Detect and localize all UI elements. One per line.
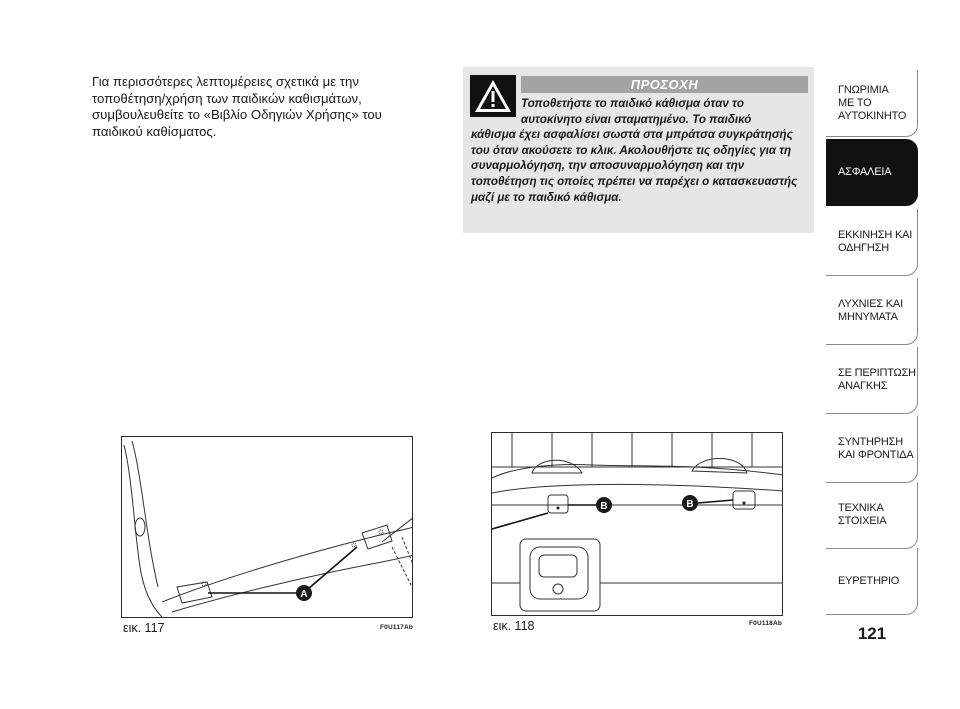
- figure-118-illustration: [491, 432, 783, 616]
- warning-title: ΠΡΟΣΟΧΗ: [521, 76, 808, 93]
- callout-label-a: A: [300, 589, 308, 600]
- warning-line-2: αυτοκίνητο είναι σταματημένο. Το παιδικό: [521, 112, 752, 126]
- tab-index[interactable]: [826, 548, 918, 615]
- warning-text: [471, 96, 806, 205]
- warning-rest: κάθισμα έχει ασφαλίσει σωστά στα μπράτσα συγκράτησής του όταν ακούσετε το κλικ. Ακολουθήστε τις οδηγίες για τη συναρμολόγηση, την αποσυναρμολόγηση και την τοποθέτηση τις οποίες πρέπει να παρέχει ο κατασκευαστής μαζί με το παιδικό κάθισμα.: [471, 128, 798, 204]
- tab-label: ΑΣΦΑΛΕΙΑ: [838, 166, 892, 178]
- figure-117-illustration: [121, 436, 413, 618]
- tab-technical-data[interactable]: [826, 482, 918, 549]
- tab-label: ΤΕΧΝΙΚΑ ΣΤΟΙΧΕΙΑ: [838, 502, 887, 527]
- seat-anchor-points-drawing: [492, 433, 783, 616]
- figure-117-code: F0U117Ab: [380, 624, 414, 631]
- intro-paragraph: Για περισσότερες λεπτομέρειες σχετικά με την τοποθέτηση/χρήση των παιδικών καθισμάτων, συμβουλευθείτε το «Βιβλίο Οδηγιών Χρήσης» του παιδικού καθίσματος.: [92, 74, 382, 139]
- warning-line-1: Τοποθετήστε το παιδικό κάθισμα όταν το: [521, 97, 744, 110]
- tab-emergency[interactable]: [826, 347, 918, 414]
- figure-118-code: F0U118Ab: [749, 620, 783, 627]
- tab-getting-to-know[interactable]: [826, 70, 918, 137]
- tab-label: ΕΚΚΙΝΗΣΗ ΚΑΙ ΟΔΗΓΗΣΗ: [838, 229, 913, 254]
- tab-starting-driving[interactable]: [826, 209, 918, 276]
- tab-safety[interactable]: [826, 139, 918, 206]
- tab-label: ΣΥΝΤΗΡΗΣΗ ΚΑΙ ΦΡΟΝΤΙΔΑ: [838, 436, 914, 461]
- page-number: 121: [857, 624, 887, 643]
- tab-label: ΛΥΧΝΙΕΣ ΚΑΙ ΜΗΝΥΜΑΤΑ: [838, 298, 903, 323]
- tab-maintenance[interactable]: [826, 416, 918, 483]
- callout-label-b-left: B: [600, 501, 608, 512]
- tab-label: ΣΕ ΠΕΡΙΠΤΩΣΗ ΑΝΑΓΚΗΣ: [838, 367, 916, 392]
- seat-anchorage-drawing: [122, 437, 413, 618]
- figure-117-caption: εικ. 117: [123, 621, 165, 635]
- tab-label: ΓΝΩΡΙΜΙΑ ΜΕ ΤΟ ΑΥΤΟΚΙΝΗΤΟ: [838, 83, 907, 122]
- tab-warning-lights[interactable]: [826, 278, 918, 345]
- figure-118-caption: εικ. 118: [493, 619, 535, 633]
- tab-label: ΕΥΡΕΤΗΡΙΟ: [838, 574, 900, 587]
- callout-label-b-right: B: [686, 499, 694, 510]
